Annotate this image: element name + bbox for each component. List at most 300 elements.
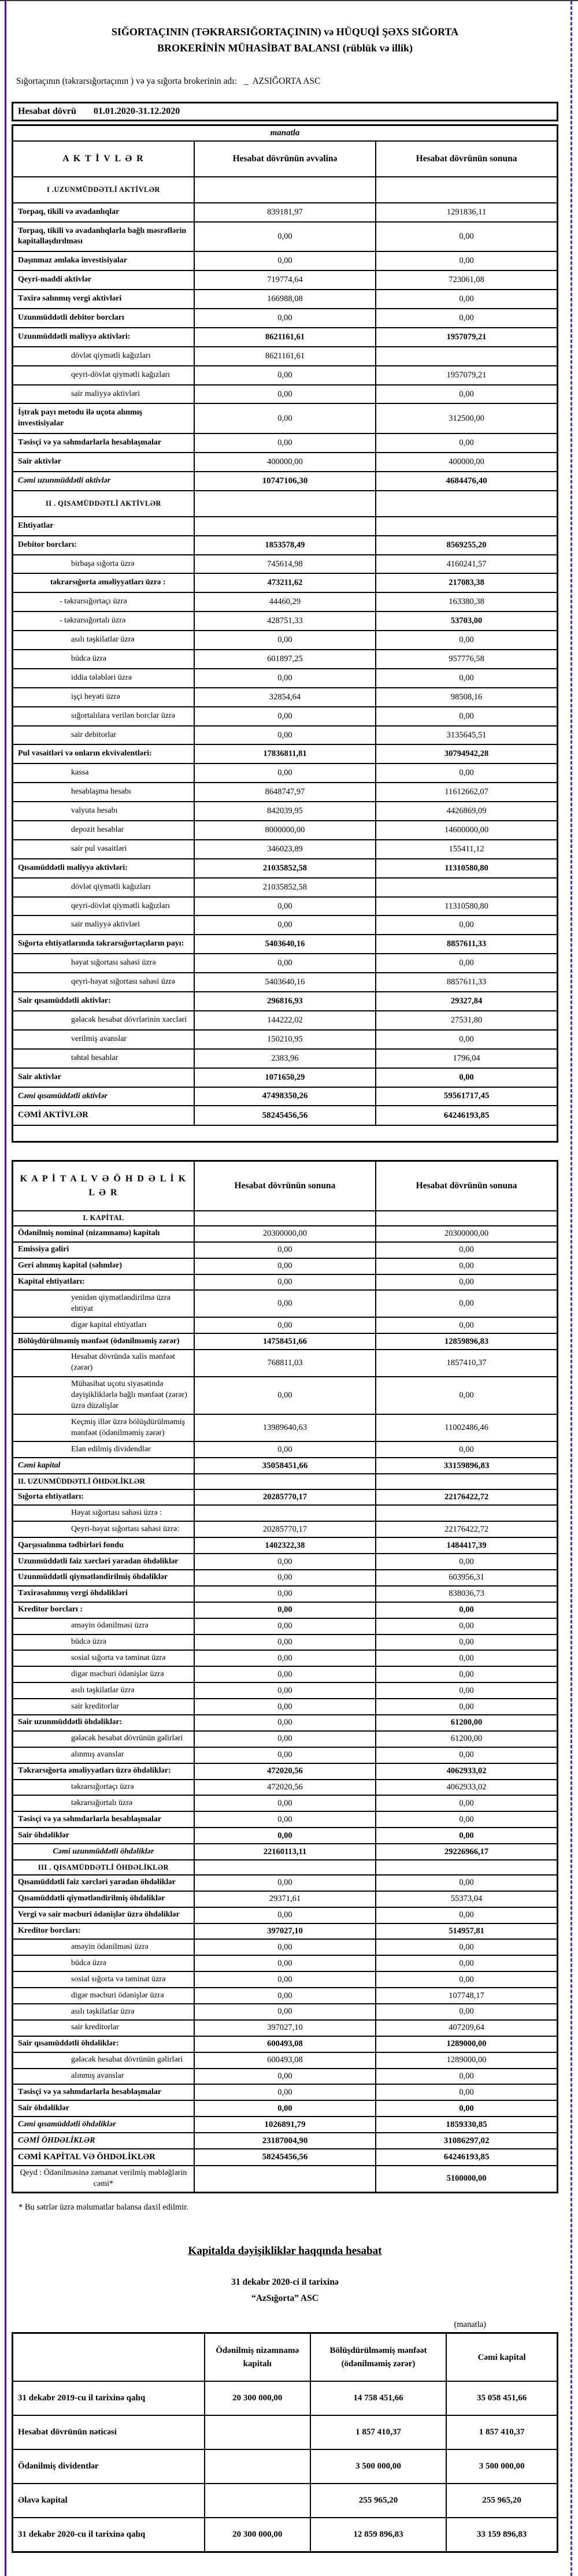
row-label: II . QISAMÜDDƏTLİ AKTİVLƏR	[13, 491, 194, 517]
value-period-end: 5100000,00	[376, 2166, 557, 2193]
capital-value	[205, 2449, 310, 2484]
period-end-column-header: Hesabat dövrünün sonuna	[376, 1161, 557, 1211]
value-period-start: 44460,29	[194, 592, 376, 611]
blank-underscore: _	[243, 76, 249, 86]
unit-row	[13, 125, 558, 141]
table-row	[13, 783, 558, 802]
row-label: sığortalılara verilən borclar üzrə	[13, 707, 194, 726]
row-label: qeyri-dövlət qiymətli kağızları	[13, 366, 194, 385]
row-label: Vergi və sair məcburi ödənişlər üzrə öhdəliklər	[13, 1907, 194, 1923]
assets-table	[12, 124, 558, 1143]
value-period-start: 21035852,58	[194, 859, 376, 878]
row-label: I .UZUNMÜDDƏTLİ AKTİVLƏR	[13, 177, 194, 203]
row-label: Qeyri-həyat sığortası sahəsi üzrə:	[13, 1521, 194, 1537]
row-label: Təkrarsığorta əməliyyatları üzrə öhdəliklər:	[13, 1763, 194, 1780]
value-period-end: 4062933,02	[376, 1763, 557, 1780]
row-label: digər məcburi ödənişlər üzrə	[13, 1666, 194, 1682]
value-period-end: 53703,00	[376, 611, 557, 631]
value-period-start: 32854,64	[194, 688, 376, 707]
assets-header-row	[13, 141, 558, 177]
row-label: Təxirə salınmış vergi aktivləri	[13, 290, 194, 309]
table-row	[13, 433, 558, 453]
value-period-start: 17836811,81	[194, 744, 376, 763]
value-period-start: 0,00	[194, 1570, 376, 1586]
table-row	[13, 1763, 558, 1780]
value-period-end: 0,00	[376, 2069, 557, 2085]
value-period-start: 20285770,17	[194, 1489, 376, 1506]
value-period-end: 11310580,80	[376, 897, 557, 916]
value-period-start: 0,00	[194, 763, 376, 783]
value-period-end: 55373,04	[376, 1891, 557, 1907]
liabilities-header-row	[13, 1161, 558, 1211]
value-period-start: 842039,95	[194, 802, 376, 821]
row-label: Bölüşdürülməmiş mənfəət (ödənilməmiş zərər)	[13, 1333, 194, 1350]
value-period-start: 745614,98	[194, 555, 376, 574]
value-period-start: 0,00	[194, 1875, 376, 1891]
row-label: kassa	[13, 763, 194, 783]
row-label: alınmış avanslar	[13, 2069, 194, 2085]
value-period-end	[376, 1505, 557, 1521]
table-row	[13, 1350, 558, 1377]
row-label: Ehtiyatlar	[13, 517, 194, 536]
table-row	[13, 859, 558, 878]
row-label: Uzunmüddətli maliyyə aktivləri:	[13, 328, 194, 347]
value-period-end: 603956,31	[376, 1570, 557, 1586]
period-box	[12, 102, 558, 121]
value-period-start: 0,00	[194, 1955, 376, 1971]
value-period-start: 22160113,11	[194, 1844, 376, 1860]
table-row	[13, 1666, 558, 1682]
row-label: Sair uzunmüddətli öhdəliklər:	[13, 1715, 194, 1731]
table-row	[13, 1414, 558, 1441]
value-period-end: 0,00	[376, 1747, 557, 1763]
section-row	[13, 1211, 558, 1226]
section-row	[13, 491, 558, 517]
capital-row	[13, 2484, 558, 2518]
row-label: Təxirəsalınmış vergi öhdəlikləri	[13, 1586, 194, 1602]
capital-value: 255 965,20	[310, 2484, 447, 2518]
value-period-end: 217083,38	[376, 573, 557, 592]
value-period-end: 31086297,02	[376, 2133, 557, 2149]
table-row	[13, 992, 558, 1011]
row-label: əməyin ödənilməsi üzrə	[13, 1618, 194, 1634]
value-period-end: 0,00	[376, 1618, 557, 1634]
table-row	[13, 1634, 558, 1651]
row-label: birbaşa sığorta üzrə	[13, 555, 194, 574]
value-period-end: 0,00	[376, 954, 557, 973]
row-label: sosial sığorta və təminat üzrə	[13, 1971, 194, 1988]
value-period-end: 0,00	[376, 669, 557, 688]
table-row	[13, 403, 558, 433]
table-row	[13, 1106, 558, 1125]
table-row	[13, 1242, 558, 1258]
table-row	[13, 1923, 558, 1940]
row-label: asılı təşkilatlar üzrə	[13, 1682, 194, 1699]
row-label: Sair aktivlər	[13, 453, 194, 472]
table-row	[13, 1087, 558, 1106]
value-period-start: 5403640,16	[194, 973, 376, 992]
capital-row-label: Əlavə kapital	[13, 2484, 205, 2518]
table-row	[13, 1258, 558, 1274]
value-period-end: 1957079,21	[376, 328, 557, 347]
table-row	[13, 878, 558, 897]
table-row	[13, 1521, 558, 1537]
row-label: digər məcburi ödənişlər üzrə	[13, 1988, 194, 2004]
table-row	[13, 203, 558, 222]
row-label: - təkrarsığortalı üzrə	[13, 611, 194, 631]
row-label: Qısamüddətli qiymətləndirilmiş öhdəliklər	[13, 1891, 194, 1907]
table-row	[13, 2166, 558, 2193]
table-row	[13, 1795, 558, 1811]
row-label: I. KAPİTAL	[13, 1211, 194, 1226]
value-period-end: 29226966,17	[376, 1844, 557, 1860]
table-row	[13, 1068, 558, 1087]
value-period-start: 0,00	[194, 385, 376, 404]
value-period-start: 0,00	[194, 1554, 376, 1570]
table-row	[13, 573, 558, 592]
capital-value	[205, 2484, 310, 2518]
value-period-end: 107748,17	[376, 1988, 557, 2004]
capital-row	[13, 2381, 558, 2415]
value-period-end: 30794942,28	[376, 744, 557, 763]
table-row	[13, 251, 558, 270]
table-row	[13, 935, 558, 954]
row-label: gələcək hesabat dövrünün gəlirləri	[13, 1731, 194, 1747]
value-period-end: 0,00	[376, 1377, 557, 1415]
value-period-start: 0,00	[194, 1441, 376, 1458]
value-period-end: 64246193,85	[376, 1106, 557, 1125]
table-row	[13, 309, 558, 328]
table-row	[13, 1537, 558, 1554]
capital-report-unit: (manatla)	[454, 2320, 486, 2330]
value-period-end: 4426869,09	[376, 802, 557, 821]
capital-row	[13, 2518, 558, 2552]
capital-value: 33 159 896,83	[446, 2518, 557, 2552]
row-label: Cəmi uzunmüddətli aktivlər	[13, 472, 194, 491]
value-period-start: 150210,95	[194, 1030, 376, 1049]
value-period-start: 0,00	[194, 707, 376, 726]
capital-value: 35 058 451,66	[446, 2381, 557, 2415]
value-period-start	[194, 491, 376, 517]
value-period-start	[194, 1474, 376, 1489]
value-period-start: 839181,97	[194, 203, 376, 222]
table-row	[13, 1891, 558, 1907]
row-label: dövlət qiymətli kağızları	[13, 347, 194, 366]
row-label: təkrarsığorta əməliyyatları üzrə :	[13, 573, 194, 592]
value-period-start: 0,00	[194, 1634, 376, 1651]
table-row	[13, 2004, 558, 2020]
table-row	[13, 536, 558, 555]
row-label: Elan edilmiş dividendlər	[13, 1441, 194, 1458]
row-label: Qeyri-maddi aktivlər	[13, 270, 194, 290]
row-label: Cəmi qısamüddətli aktivlər	[13, 1087, 194, 1106]
value-period-end: 98508,16	[376, 688, 557, 707]
capital-value: 3 500 000,00	[446, 2449, 557, 2484]
capital-value: 1 857 410,37	[446, 2415, 557, 2449]
row-label: İştrak payı metodu ilə uçota alınmış investisiyalar	[13, 403, 194, 433]
table-row	[13, 2149, 558, 2166]
value-period-start: 601897,25	[194, 650, 376, 669]
row-label: Qısamüddətli maliyyə aktivləri:	[13, 859, 194, 878]
table-row	[13, 1049, 558, 1068]
value-period-end: 0,00	[376, 1666, 557, 1682]
capital-value	[205, 2415, 310, 2449]
value-period-end: 1796,04	[376, 1049, 557, 1068]
table-row	[13, 1650, 558, 1666]
row-label: büdcə üzrə	[13, 650, 194, 669]
liabilities-table-body	[13, 1211, 558, 2193]
row-label: Pul vəsaitləri və onların ekvivalentləri:	[13, 744, 194, 763]
row-label: təkrarsığortaçı üzrə	[13, 1780, 194, 1796]
row-label: Geri alınmış kapital (səhmlər)	[13, 1258, 194, 1274]
value-period-start: 0,00	[194, 1274, 376, 1291]
table-row	[13, 347, 558, 366]
value-period-end: 0,00	[376, 309, 557, 328]
table-row	[13, 1780, 558, 1796]
value-period-start: 719774,64	[194, 270, 376, 290]
row-label: II. UZUNMÜDDƏTLİ ÖHDƏLİKLƏR	[13, 1474, 194, 1489]
value-period-end: 11612662,07	[376, 783, 557, 802]
value-period-end: 0,00	[376, 290, 557, 309]
row-label: asılı təşkilatlar üzrə	[13, 2004, 194, 2020]
value-period-start: 472020,56	[194, 1780, 376, 1796]
value-period-end: 0,00	[376, 1290, 557, 1317]
value-period-start: 397027,10	[194, 1923, 376, 1940]
value-period-end: 22176422,72	[376, 1489, 557, 1506]
table-row	[13, 840, 558, 859]
value-period-end: 8569255,20	[376, 536, 557, 555]
table-row	[13, 2020, 558, 2036]
value-period-start: 58245456,56	[194, 2149, 376, 2166]
capital-value: 14 758 451,66	[310, 2381, 447, 2415]
value-period-start: 400000,00	[194, 453, 376, 472]
value-period-start	[194, 1505, 376, 1521]
table-row	[13, 290, 558, 309]
row-label: qeyri-dövlət qiymətli kağızları	[13, 897, 194, 916]
row-label: işçi heyəti üzrə	[13, 688, 194, 707]
table-row	[13, 1458, 558, 1474]
row-label: Mühasibat uçotu siyasətində dəyişikliklərlə bağlı mənfəət (zərər) üzrə düzəlişlər	[13, 1377, 194, 1415]
row-label: CƏMİ ÖHDƏLİKLƏR	[13, 2133, 194, 2149]
row-label: CƏMİ KAPİTAL VƏ ÖHDƏLİKLƏR	[13, 2149, 194, 2166]
value-period-start: 0,00	[194, 1666, 376, 1682]
value-period-start	[194, 517, 376, 536]
row-label: asılı təşkilatlar üzrə	[13, 631, 194, 650]
table-row	[13, 2069, 558, 2085]
value-period-start: 0,00	[194, 669, 376, 688]
table-row	[13, 1939, 558, 1955]
capital-report-company: “AzSığorta” ASC	[251, 2293, 318, 2304]
table-row	[13, 821, 558, 840]
table-row	[13, 1715, 558, 1731]
capital-row	[13, 2449, 558, 2484]
value-period-start: 0,00	[194, 1828, 376, 1844]
value-period-start: 428751,33	[194, 611, 376, 631]
value-period-end: 0,00	[376, 1682, 557, 1699]
row-label: Qısamüddətli faiz xərcləri yaradan öhdəliklər	[13, 1875, 194, 1891]
table-row	[13, 1441, 558, 1458]
value-period-start: 0,00	[194, 2084, 376, 2100]
section-row	[13, 177, 558, 203]
row-label: Uzunmüddətli qiymətləndirilmiş öhdəliklər	[13, 1570, 194, 1586]
table-row	[13, 2117, 558, 2133]
table-row	[13, 222, 558, 252]
row-label: Sair öhdəliklər	[13, 1828, 194, 1844]
value-period-start: 0,00	[194, 403, 376, 433]
value-period-start: 166988,08	[194, 290, 376, 309]
value-period-end	[376, 517, 557, 536]
table-row	[13, 592, 558, 611]
row-label: Həyat sığortası sahəsi üzrə :	[13, 1505, 194, 1521]
row-label: - təkrarsığortaçı üzrə	[13, 592, 194, 611]
value-period-end: 0,00	[376, 707, 557, 726]
capital-value: 20 300 000,00	[205, 2381, 310, 2415]
row-label: digər kapital ehtiyatları	[13, 1317, 194, 1333]
row-label: dövlət qiymətli kağızları	[13, 878, 194, 897]
capital-value: 20 300 000,00	[205, 2518, 310, 2552]
value-period-start: 0,00	[194, 954, 376, 973]
row-label: Ödənilmiş nominal (nizamnamə) kapitalı	[13, 1226, 194, 1242]
value-period-start: 600493,08	[194, 2052, 376, 2069]
company-name: AZSIĞORTA ASC	[252, 76, 321, 86]
row-label: gələcək hesabat dövrlərinin xərcləri	[13, 1011, 194, 1030]
value-period-end: 8857611,33	[376, 935, 557, 954]
value-period-start: 8648747,97	[194, 783, 376, 802]
row-label: Uzunmüddətli faiz xərcləri yaradan öhdəliklər	[13, 1554, 194, 1570]
value-period-start: 20285770,17	[194, 1521, 376, 1537]
row-label: valyuta hesabı	[13, 802, 194, 821]
section-row	[13, 1474, 558, 1489]
row-label: Qeyd : Ödənilməsinə zəmanət verilmiş məbləğlərin cəmi*	[13, 2166, 194, 2193]
value-period-start	[194, 177, 376, 203]
value-period-start: 47498350,26	[194, 1087, 376, 1106]
value-period-start: 1402322,38	[194, 1537, 376, 1554]
table-row	[13, 1554, 558, 1570]
value-period-start: 0,00	[194, 1682, 376, 1699]
capital-value: 1 857 410,37	[310, 2415, 447, 2449]
value-period-end: 0,00	[376, 222, 557, 252]
table-row	[13, 897, 558, 916]
value-period-start: 0,00	[194, 631, 376, 650]
value-period-end: 0,00	[376, 1971, 557, 1988]
table-row	[13, 472, 558, 491]
row-label: sair maliyyə aktivləri	[13, 916, 194, 935]
value-period-start: 0,00	[194, 1258, 376, 1274]
table-row	[13, 763, 558, 783]
value-period-start: 10747106,30	[194, 472, 376, 491]
row-label: sair debitorlar	[13, 726, 194, 745]
value-period-end	[376, 177, 557, 203]
row-label: depozit hesablar	[13, 821, 194, 840]
value-period-end: 4160241,57	[376, 555, 557, 574]
value-period-end: 0,00	[376, 916, 557, 935]
capital-report-date: 31 dekabr 2020-ci il tarixinə	[231, 2277, 339, 2288]
liabilities-table-head	[13, 1161, 558, 1211]
value-period-start: 13989640,63	[194, 1414, 376, 1441]
value-period-start: 346023,89	[194, 840, 376, 859]
table-row	[13, 1955, 558, 1971]
capital-value: 12 859 896,83	[310, 2518, 447, 2552]
value-period-start: 0,00	[194, 2069, 376, 2085]
value-period-start: 0,00	[194, 1602, 376, 1618]
row-label: verilmiş avanslar	[13, 1030, 194, 1049]
capital-report-title: Kapitalda dəyişikliklər haqqında hesabat	[188, 2245, 382, 2258]
row-label: Təsisçi və ya səhmdarlarla hesablaşmalar	[13, 433, 194, 453]
table-row	[13, 1317, 558, 1333]
value-period-start: 29371,61	[194, 1891, 376, 1907]
row-label: təhtəl hesablar	[13, 1049, 194, 1068]
table-row	[13, 2036, 558, 2052]
value-period-start: 14758451,66	[194, 1333, 376, 1350]
value-period-end: 0,00	[376, 1317, 557, 1333]
value-period-end: 0,00	[376, 2004, 557, 2020]
page-title: SIĞORTAÇININ (TƏKRARSIĞORTAÇININ) və HÜQUQİ ŞƏXS SIĞORTA BROKERİNİN MÜHASİBAT BALANSI (rüblük və illik)	[111, 26, 459, 54]
value-period-start	[194, 2166, 376, 2193]
value-period-start: 0,00	[194, 433, 376, 453]
table-row	[13, 2052, 558, 2069]
value-period-end: 0,00	[376, 763, 557, 783]
table-row	[13, 1907, 558, 1923]
value-period-start: 397027,10	[194, 2020, 376, 2036]
value-period-end: 0,00	[376, 385, 557, 404]
row-label: qeyri-həyat sığortası sahəsi üzrə	[13, 973, 194, 992]
value-period-start	[194, 1211, 376, 1226]
table-row	[13, 1030, 558, 1049]
value-period-end: 0,00	[376, 1068, 557, 1087]
row-label: Təsisçi və ya səhmdarlarla hesablaşmalar	[13, 2084, 194, 2100]
table-row	[13, 453, 558, 472]
capital-row-label: 31 dekabr 2020-cu il tarixinə qalıq	[13, 2518, 205, 2552]
value-period-start: 21035852,58	[194, 878, 376, 897]
table-row	[13, 555, 558, 574]
value-period-start: 0,00	[194, 251, 376, 270]
capital-table-body	[13, 2381, 558, 2552]
value-period-end: 1957079,21	[376, 366, 557, 385]
value-period-start: 768811,03	[194, 1350, 376, 1377]
row-label: Cəmi uzunmüddətli öhdəliklər	[13, 1844, 194, 1860]
table-row	[13, 611, 558, 631]
value-period-start: 2383,96	[194, 1049, 376, 1068]
value-period-start: 0,00	[194, 2100, 376, 2117]
value-period-end: 838036,73	[376, 1586, 557, 1602]
period-start-column-header: Hesabat dövrünün sonuna	[194, 1161, 376, 1211]
capital-changes-table	[12, 2332, 558, 2553]
table-row	[13, 1570, 558, 1586]
value-period-start: 0,00	[194, 1939, 376, 1955]
row-label: Sığorta ehtiyatları:	[13, 1489, 194, 1506]
table-row	[13, 1011, 558, 1030]
value-period-start: 0,00	[194, 1699, 376, 1715]
value-period-end: 3135645,51	[376, 726, 557, 745]
value-period-end: 0,00	[376, 2100, 557, 2117]
table-row	[13, 1333, 558, 1350]
table-row	[13, 1602, 558, 1618]
value-period-end: 0,00	[376, 433, 557, 453]
value-period-end: 29327,84	[376, 992, 557, 1011]
table-row	[13, 1125, 558, 1142]
table-row	[13, 1844, 558, 1860]
capital-column-header: Bölüşdürülməmiş mənfəət (ödənilməmiş zərər)	[310, 2333, 447, 2382]
value-period-start: 0,00	[194, 1795, 376, 1811]
table-row	[13, 973, 558, 992]
table-row	[13, 1828, 558, 1844]
row-label: Emissiya gəliri	[13, 1242, 194, 1258]
value-period-start: 0,00	[194, 222, 376, 252]
value-period-start: 0,00	[194, 1618, 376, 1634]
capital-value: 3 500 000,00	[310, 2449, 447, 2484]
value-period-end: 1859330,85	[376, 2117, 557, 2133]
table-row	[13, 1226, 558, 1242]
